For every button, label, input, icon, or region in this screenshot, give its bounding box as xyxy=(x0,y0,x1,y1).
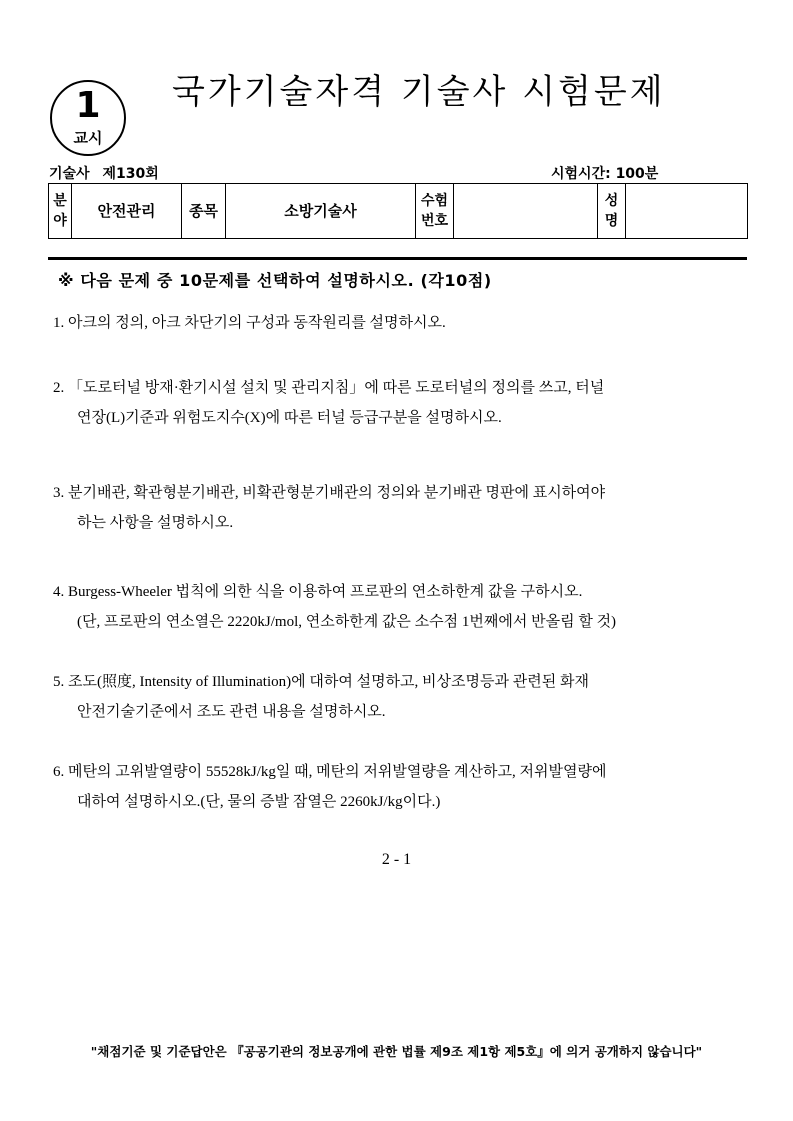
field-label xyxy=(49,184,72,239)
question-line: 대하여 설명하시오.(단, 물의 증발 잠열은 2260kJ/kg이다.) xyxy=(77,794,441,810)
category-label: 종목 xyxy=(182,184,226,239)
divider xyxy=(48,257,747,260)
exam-number-label-top: 수험 xyxy=(420,193,449,209)
name-label xyxy=(598,184,626,239)
question-3 xyxy=(53,478,753,538)
field-label-top: 분 xyxy=(53,193,67,209)
exam-time: 시험시간: 100분 xyxy=(551,166,659,182)
question-line: 연장(L)기준과 위험도지수(X)에 따른 터널 등급구분을 설명하시오. xyxy=(77,410,502,426)
category-value: 소방기술사 xyxy=(226,184,416,239)
name-label-bottom: 명 xyxy=(604,213,619,229)
question-line: 5. 조도(照度, Intensity of Illumination)에 대하여 설명하고, 비상조명등과 관련된 화재 xyxy=(53,674,589,690)
question-line: 2. 「도로터널 방재·환기시설 설치 및 관리지침」에 따른 도로터널의 정의를 쓰고, 터널 xyxy=(53,380,605,396)
field-value: 안전관리 xyxy=(72,184,182,239)
instruction: ※ 다음 문제 중 10문제를 선택하여 설명하시오. (각10점) xyxy=(58,271,492,290)
question-4 xyxy=(53,577,753,637)
session-badge xyxy=(50,80,126,156)
exam-number-field[interactable] xyxy=(454,184,598,239)
exam-info-table xyxy=(48,183,748,239)
question-1 xyxy=(53,308,753,338)
question-line: 1. 아크의 정의, 아크 차단기의 구성과 동작원리를 설명하시오. xyxy=(53,315,446,331)
question-line: (단, 프로판의 연소열은 2220kJ/mol, 연소하한계 값은 소수점 1번째에서 반올림 할 것) xyxy=(77,614,617,630)
exam-number-label-bottom: 번호 xyxy=(420,213,449,229)
session-label: 교시 xyxy=(73,129,103,147)
page-title: 국가기술자격 기술사 시험문제 xyxy=(172,72,666,112)
question-line: 3. 분기배관, 확관형분기배관, 비확관형분기배관의 정의와 분기배관 명판에 표시하여야 xyxy=(53,485,606,501)
name-label-top: 성 xyxy=(604,193,619,209)
question-line: 안전기술기준에서 조도 관련 내용을 설명하시오. xyxy=(77,704,386,720)
session-number: 1 xyxy=(75,85,101,126)
exam-round: 기술사 제130회 xyxy=(49,166,159,182)
page-number: 2 - 1 xyxy=(381,851,412,868)
question-5 xyxy=(53,667,753,727)
question-line: 4. Burgess-Wheeler 법칙에 의한 식을 이용하여 프로판의 연소하한계 값을 구하시오. xyxy=(53,584,583,600)
exam-number-label xyxy=(416,184,454,239)
footer-note: "채점기준 및 기준답안은 『공공기관의 정보공개에 관한 법률 제9조 제1항 제5호』에 의거 공개하지 않습니다" xyxy=(90,1044,703,1059)
name-field[interactable] xyxy=(626,184,748,239)
question-line: 하는 사항을 설명하시오. xyxy=(77,515,234,531)
question-line: 6. 메탄의 고위발열량이 55528kJ/kg일 때, 메탄의 저위발열량을 계산하고, 저위발열량에 xyxy=(53,764,607,780)
question-2 xyxy=(53,373,753,433)
field-label-bottom: 야 xyxy=(53,213,67,229)
question-6 xyxy=(53,757,753,817)
